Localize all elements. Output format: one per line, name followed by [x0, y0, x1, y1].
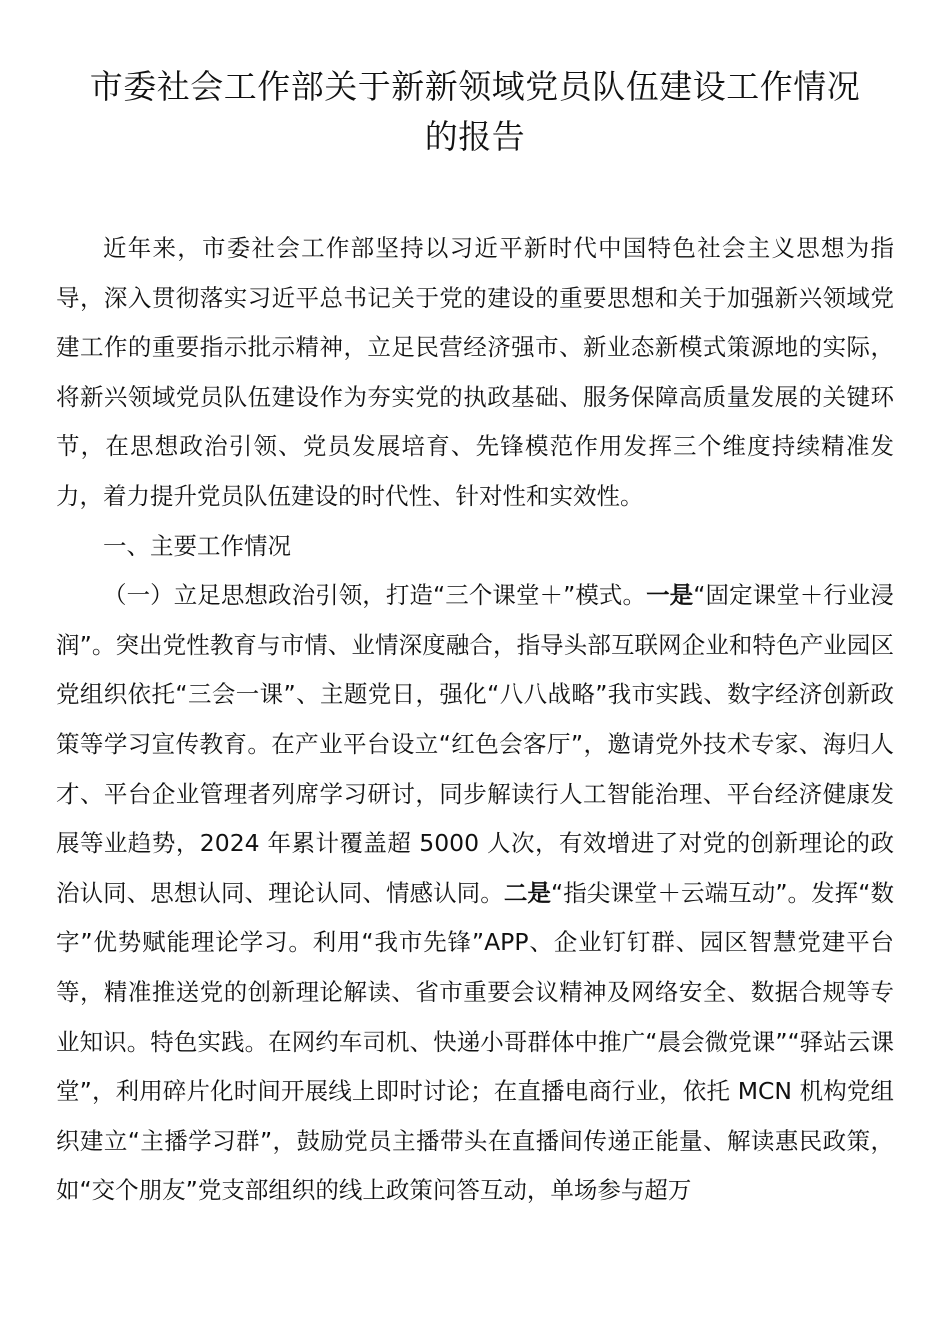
- subsection-lead: （一）立足思想政治引领，打造“三个课堂＋”模式。: [103, 581, 647, 610]
- document-title-line-1: 市委社会工作部关于新新领域党员队伍建设工作情况: [89, 67, 861, 106]
- point-label-2: 二是: [503, 878, 551, 907]
- document-title-line-2: 的报告: [424, 117, 526, 156]
- intro-paragraph: 近年来，市委社会工作部坚持以习近平新时代中国特色社会主义思想为指导，深入贯彻落实习近平总书记关于党的建设的重要思想和关于加强新兴领域党建工作的重要指示批示精神，立足民营经济强市、新业态新模式策源地的实际，将新兴领域党员队伍建设作为夯实党的执政基础、服务保障高质量发展的关键环节，在思想政治引领、党员发展培育、先锋模范作用发挥三个维度持续精准发力，着力提升党员队伍建设的时代性、针对性和实效性。: [56, 234, 894, 510]
- document-body: [56, 224, 894, 1216]
- point-text-1: “固定课堂＋行业浸润”。突出党性教育与市情、业情深度融合，指导头部互联网企业和特色产业园区党组织依托“三会一课”、主题党日，强化“八八战略”我市实践、数字经济创新政策等学习宣传教育。在产业平台设立“红色会客厅”，邀请党外技术专家、海归人才、平台企业管理者列席学习研讨，同步解读行人工智能治理、平台经济健康发展等业趋势，2024 年累计覆盖超 5000 人次，有效增进了对党的创新理论的政治认同、思想认同、理论认同、情感认同。: [56, 581, 895, 907]
- section-heading: 一、主要工作情况: [103, 531, 291, 560]
- point-label-1: 一是: [646, 581, 694, 610]
- point-text-2: “指尖课堂＋云端互动”。发挥“数字”优势赋能理论学习。利用“我市先锋”APP、企业钉钉群、园区智慧党建平台等，精准推送党的创新理论解读、省市重要会议精神及网络安全、数据合规等专业知识。特色实践。在网约车司机、快递小哥群体中推广“晨会微党课”“驿站云课堂”，利用碎片化时间开展线上即时讨论；在直播电商行业，依托 MCN 机构党组织建立“主播学习群”，鼓励党员主播带头在直播间传递正能量、解读惠民政策，如“交个朋友”党支部组织的线上政策问答互动，单场参与超万: [56, 878, 895, 1205]
- document-title: [56, 62, 894, 162]
- subsection-paragraph: [56, 571, 894, 1216]
